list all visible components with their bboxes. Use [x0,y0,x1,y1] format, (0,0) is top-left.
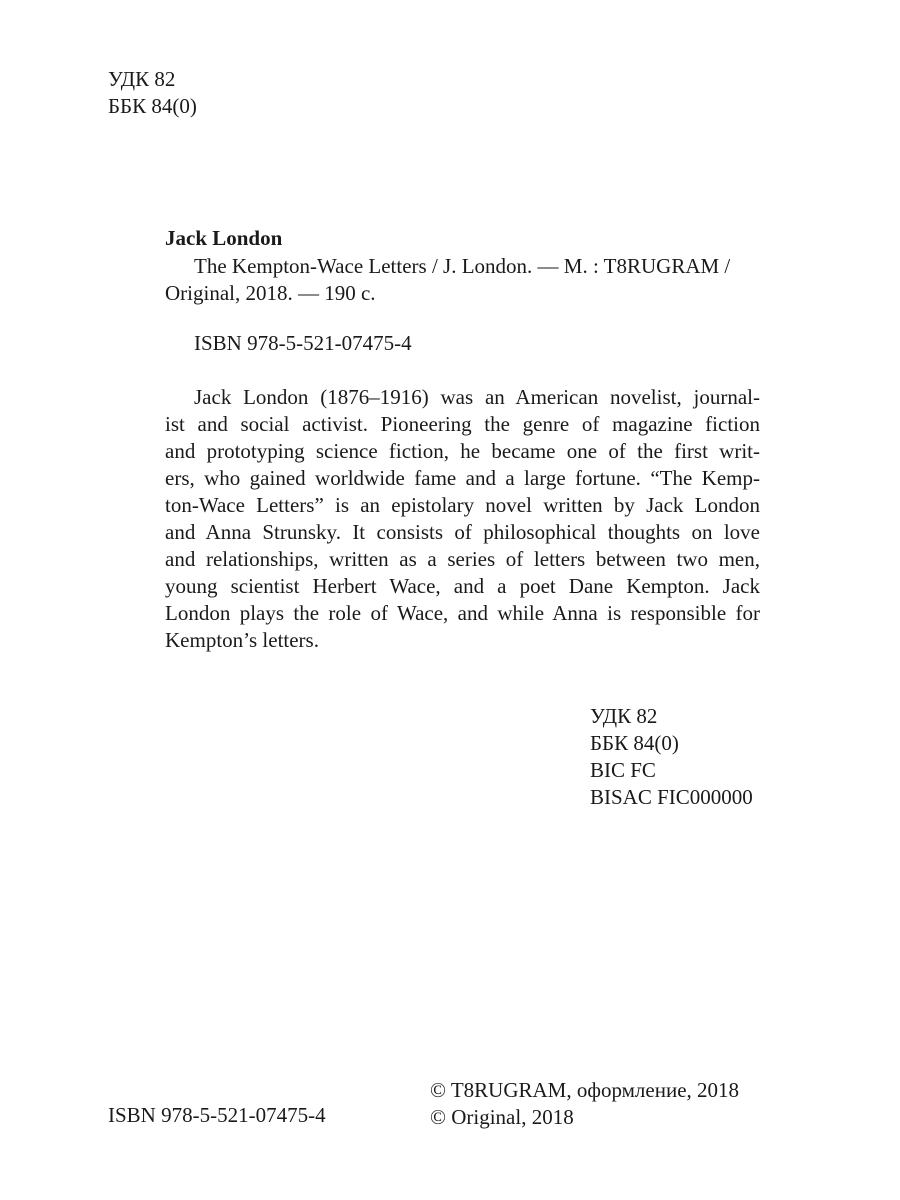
annotation-line: ton-Wace Letters” is an epistolary novel written by Jack London [165,493,760,517]
classification-codes [590,703,753,811]
footer-isbn: ISBN 978-5-521-07475-4 [108,1103,326,1127]
udk-code: УДК 82 [590,704,658,728]
bisac-code: BISAC FIC000000 [590,785,753,809]
copyright-line: © Original, 2018 [430,1105,574,1129]
bibliographic-description [165,253,760,307]
bic-code: BIC FC [590,758,656,782]
annotation-line: Kempton’s letters. [165,628,319,652]
annotation-line: ers, who gained worldwide fame and a large fortune. “The Kemp- [165,466,760,490]
biblio-line: The Kempton-Wace Letters / J. London. — M. : T8RUGRAM / [194,254,731,278]
isbn-number: ISBN 978-5-521-07475-4 [194,331,412,355]
annotation-paragraph [165,384,760,654]
annotation-line: Jack London (1876–1916) was an American novelist, journal- [194,385,760,409]
annotation-line: and Anna Strunsky. It consists of philosophical thoughts on love [165,520,760,544]
annotation-line: London plays the role of Wace, and while Anna is responsible for [165,601,760,625]
top-classification-codes [108,66,197,120]
copyright-line: © T8RUGRAM, оформление, 2018 [430,1078,740,1102]
annotation-line: ist and social activist. Pioneering the genre of magazine fiction [165,412,760,436]
annotation-line: and relationships, written as a series of letters between two men, [165,547,760,571]
bbk-code: ББК 84(0) [108,94,197,118]
author-name: Jack London [165,226,283,250]
udk-code: УДК 82 [108,67,176,91]
bbk-code: ББК 84(0) [590,731,679,755]
annotation-line: and prototyping science fiction, he became one of the first writ- [165,439,760,463]
copyright-notice [430,1077,739,1131]
biblio-line: Original, 2018. — 190 c. [165,281,376,305]
annotation-line: young scientist Herbert Wace, and a poet Dane Kempton. Jack [165,574,760,598]
